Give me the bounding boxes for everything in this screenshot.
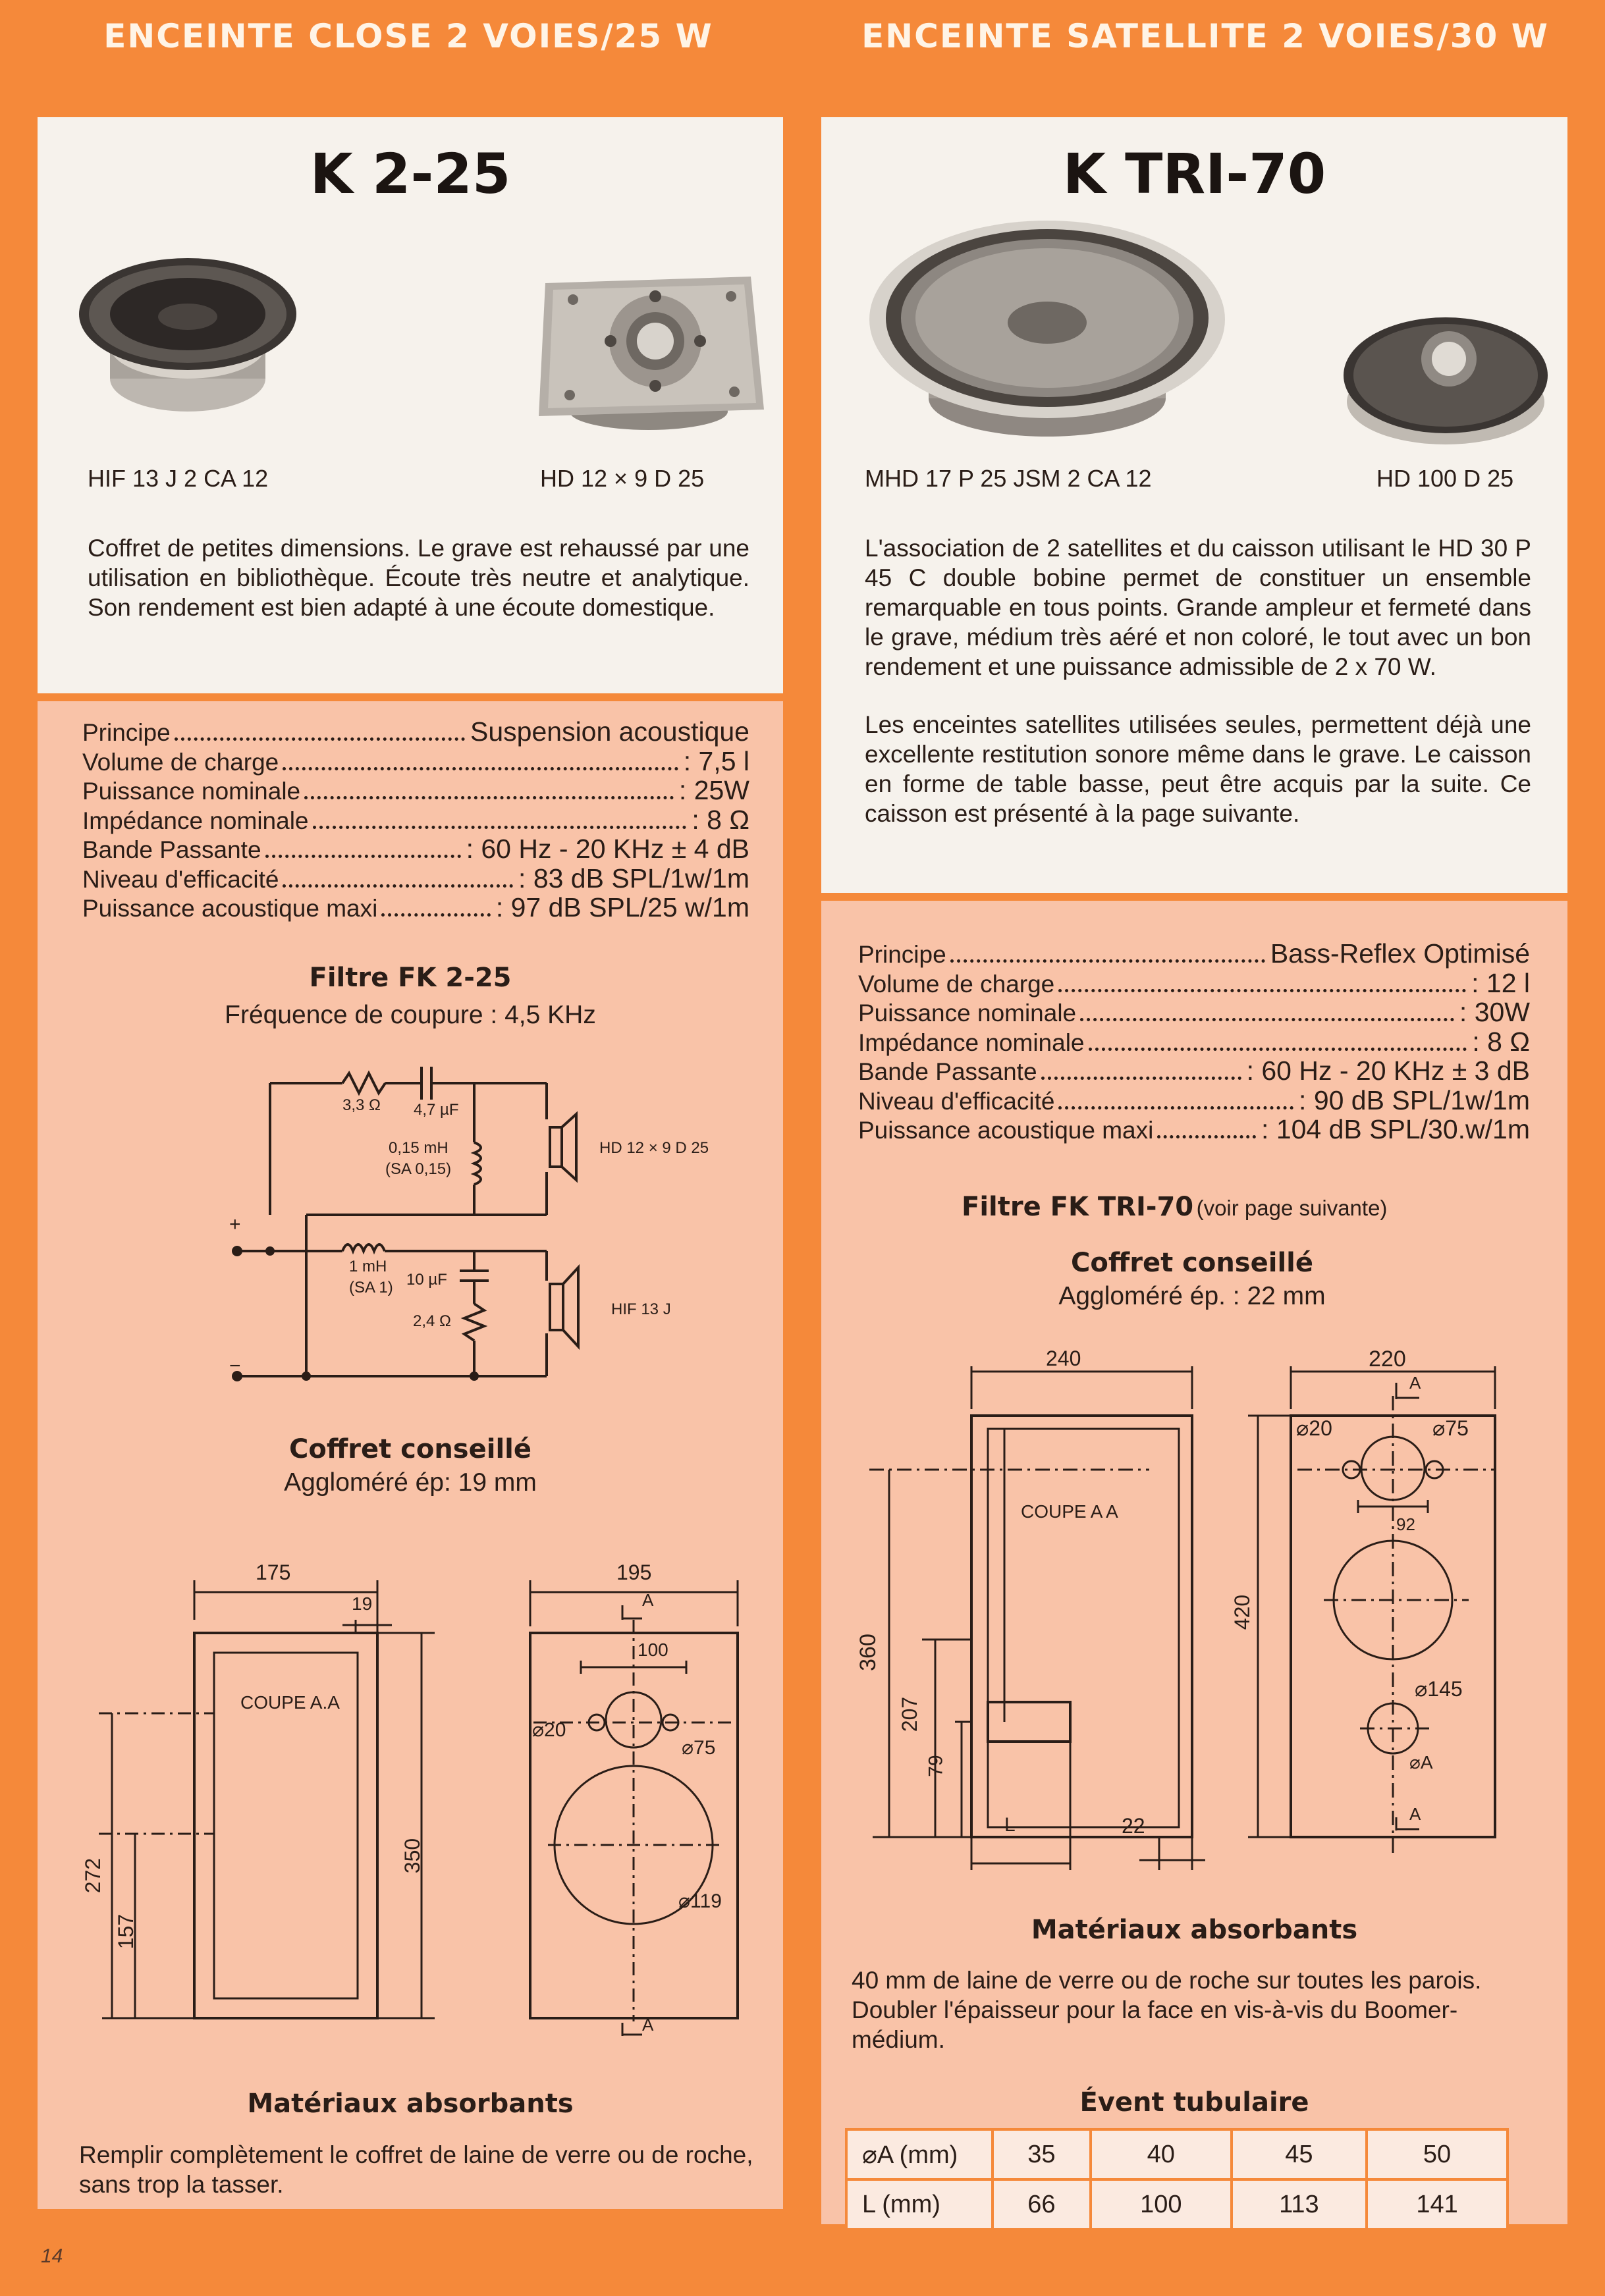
spec-row: Impédance nominale : 8 Ω [82,804,749,835]
spec-row: Niveau d'efficacité : 83 dB SPL/1w/1m [82,863,749,894]
schematic-plus: + [229,1214,241,1235]
vent-row-label: ⌀A (mm) [846,2129,993,2179]
vent-cell: 50 [1367,2129,1508,2179]
vent-cell: 45 [1232,2129,1367,2179]
spec-row: Principe Suspension acoustique [82,716,749,747]
left-dim-width: 175 [256,1561,291,1584]
left-description: Coffret de petites dimensions. Le grave est rehaussé par une utilisation en bibliothèque. Écoute très neutre et analytique. Son rendement est bien adapté à une écoute domestique. [88,535,749,621]
right-dim-h2: 207 [898,1696,922,1732]
left-section-label: COUPE A.A [240,1692,340,1713]
right-dim-l: L [1004,1814,1016,1836]
right-cabinet-subtitle: Aggloméré ép. : 22 mm [1058,1282,1326,1310]
left-spec-list [82,716,749,922]
schematic-r2: 2,4 Ω [413,1312,451,1330]
left-model-title: K 2-25 [310,142,511,206]
right-absorb-text: 40 mm de laine de verre ou de roche sur toutes les parois. Doubler l'épaisseur pour la face en vis-à-vis du Boomer-médium. [852,1967,1482,2053]
spec-row: Puissance nominale : 25W [82,775,749,805]
schematic-c2: 10 µF [406,1271,447,1289]
right-dim-width: 240 [1046,1347,1081,1370]
schematic-l2: 1 mH [349,1258,387,1275]
right-dim-a: ⌀A [1409,1752,1433,1773]
right-header: ENCEINTE SATELLITE 2 VOIES/30 W [861,17,1549,55]
vent-cell: 113 [1232,2179,1367,2229]
right-front-a-bottom: A [1409,1804,1421,1824]
filter-schematic [217,1054,777,1396]
right-dim-145: ⌀145 [1415,1677,1463,1701]
left-front-width: 195 [616,1561,652,1584]
schematic-l1b: (SA 0,15) [385,1160,452,1178]
spec-row: Puissance nominale : 30W [858,997,1530,1027]
spec-row: Bande Passante : 60 Hz - 20 KHz ± 4 dB [82,834,749,864]
left-woofer-ref: HIF 13 J 2 CA 12 [88,465,269,492]
schematic-hd-label: HD 12 × 9 D 25 [599,1139,709,1157]
left-header: ENCEINTE CLOSE 2 VOIES/25 W [103,17,713,55]
right-filter-title: Filtre FK TRI-70 [962,1192,1194,1222]
right-section-label: COUPE A A [1021,1501,1118,1522]
left-dim-h1: 272 [81,1857,105,1894]
left-tweeter-ref: HD 12 × 9 D 25 [540,465,705,492]
left-dim-75: ⌀75 [682,1737,716,1759]
left-dim-h3: 350 [400,1838,425,1874]
right-dim-92: 92 [1396,1514,1415,1534]
vent-cell: 100 [1091,2179,1232,2229]
left-dim-h2: 157 [114,1913,138,1950]
right-front-a-top: A [1409,1373,1421,1393]
left-dim-119: ⌀119 [678,1890,722,1912]
left-front-a-top: A [642,1590,654,1610]
schematic-minus: − [229,1355,241,1377]
right-dim-h4: 420 [1230,1594,1255,1630]
spec-row: Volume de charge : 12 l [858,967,1530,998]
right-dim-20: ⌀20 [1296,1416,1332,1440]
schematic-l2b: (SA 1) [349,1279,393,1296]
schematic-r1: 3,3 Ω [342,1096,381,1114]
right-tweeter-ref: HD 100 D 25 [1376,465,1514,492]
left-absorb-text: Remplir complètement le coffret de laine de verre ou de roche, sans trop la tasser. [79,2141,753,2198]
left-cabinet-title: Coffret conseillé [288,1434,531,1464]
spec-row: Bande Passante : 60 Hz - 20 KHz ± 3 dB [858,1055,1530,1086]
right-description: L'association de 2 satellites et du caisson utilisant le HD 30 P 45 C double bobine permet de constituer un ensemble remarquable en tous points. Grande ampleur et fermeté dans le grave, médium très aéré et non coloré, le tout avec un bon rendement et une puissance admissible de 2 x 70 W. [865,535,1531,680]
right-absorb-title: Matériaux absorbants [1031,1915,1358,1945]
vent-row-label: L (mm) [846,2179,993,2229]
left-dim-thickness: 19 [352,1593,373,1614]
left-front-a-bottom: A [642,2015,654,2035]
vent-row-length [846,2179,1508,2229]
vent-cell: 66 [993,2179,1091,2229]
right-dim-75: ⌀75 [1432,1416,1469,1440]
right-dim-thickness: 22 [1122,1814,1145,1838]
spec-row: Niveau d'efficacité : 90 dB SPL/1w/1m [858,1084,1530,1115]
left-cabinet-subtitle: Aggloméré ép: 19 mm [284,1468,537,1497]
spec-row: Volume de charge : 7,5 l [82,745,749,776]
right-description-2: Les enceintes satellites utilisées seules, permettent déjà une excellente restitution sonore même dans le grave. Le caisson en forme de table basse, peut être acquis par la suite. Ce caisson est présenté à la page suivante. [865,711,1531,827]
left-dim-20: ⌀20 [532,1719,566,1741]
spec-row: Puissance acoustique maxi : 104 dB SPL/30.w/1m [858,1114,1530,1144]
left-filter-subtitle: Fréquence de coupure : 4,5 KHz [225,1001,596,1029]
right-spec-list [858,938,1530,1144]
schematic-hif-label: HIF 13 J [611,1300,671,1318]
page-number: 14 [41,2245,63,2267]
spec-row: Principe Bass-Reflex Optimisé [858,938,1530,969]
right-front-width: 220 [1369,1347,1406,1372]
right-filter-note: (voir page suivante) [1196,1196,1388,1220]
left-cabinet-drawing [92,1567,764,2041]
vent-cell: 40 [1091,2129,1232,2179]
schematic-l1: 0,15 mH [389,1139,449,1157]
vent-table [845,2128,1509,2231]
left-dim-100: 100 [638,1640,668,1660]
right-woofer-ref: MHD 17 P 25 JSM 2 CA 12 [865,465,1152,492]
vent-cell: 35 [993,2129,1091,2179]
spec-row: Puissance acoustique maxi : 97 dB SPL/25 w/1m [82,892,749,922]
tweeter-photo [533,270,771,435]
right-cabinet-title: Coffret conseillé [1070,1248,1313,1278]
right-filter-line [962,1192,1387,1222]
schematic-c1: 4,7 µF [414,1101,459,1119]
left-filter-title: Filtre FK 2-25 [309,963,512,993]
vent-cell: 141 [1367,2179,1508,2229]
woofer-photo [69,254,306,431]
right-dim-h1: 360 [855,1634,881,1671]
vent-row-diameter [846,2129,1508,2179]
right-model-title: K TRI-70 [1062,142,1326,206]
vent-title: Évent tubulaire [1079,2087,1309,2118]
left-absorb-title: Matériaux absorbants [247,2089,574,2119]
spec-row: Impédance nominale : 8 Ω [858,1026,1530,1057]
mid-woofer-photo [863,214,1232,444]
right-dim-h3: 79 [925,1755,947,1777]
dome-tweeter-photo [1334,303,1558,454]
